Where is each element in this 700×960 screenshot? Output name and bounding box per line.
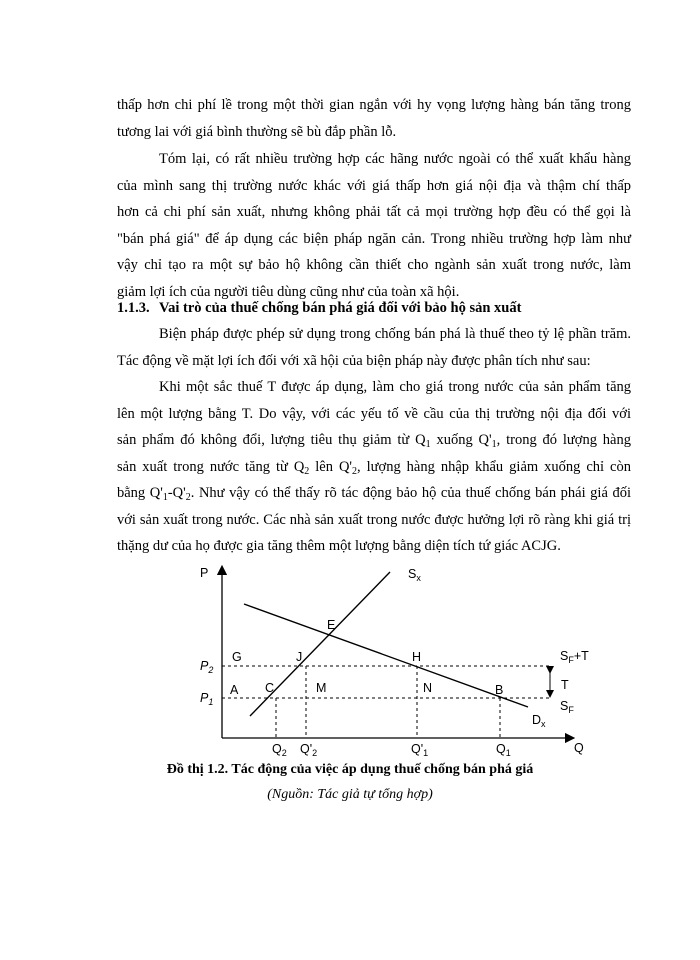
point-j-label: J xyxy=(296,650,303,664)
q1-prime-label: $Q'_1$ xyxy=(411,742,429,758)
section-number: 1.1.3. xyxy=(117,300,150,316)
point-m-label: M xyxy=(316,681,327,695)
text-line: thặng dư của họ được gia tăng thêm một lượng bằng diện tích tứ giác ACJG. xyxy=(117,538,561,554)
y-axis-label: P xyxy=(200,566,209,580)
paragraph-1 xyxy=(117,92,631,145)
q1-label: $Q_1$ xyxy=(496,742,511,758)
section-title: Vai trò của thuế chống bán phá giá đối với bảo hộ sản xuất xyxy=(159,300,522,316)
text-line: tương lai với giá bình thường sẽ bù đắp phần lỗ. xyxy=(117,123,397,140)
figure-caption: Đồ thị 1.2. Tác động của việc áp dụng thuế chống bán phá giá xyxy=(166,762,534,777)
paragraph-4 xyxy=(117,374,631,560)
text-line: hơn cả chi phí sản xuất, nhưng không phải tất cả mọi trường hợp đều có thể gọi là xyxy=(117,204,631,220)
demand-curve-dx xyxy=(244,604,528,707)
q2-prime-label: $Q'_2$ xyxy=(300,742,318,758)
text-line: lên một lượng bằng T. Do vậy, với các yếu tố về cầu của thị trường nội địa đối với xyxy=(117,405,631,422)
p1-label: $P_1$ xyxy=(200,691,214,707)
x-axis-label: Q xyxy=(574,741,584,755)
q2-label: $Q_2$ xyxy=(272,742,287,758)
point-e-label: E xyxy=(327,618,336,632)
text-line: thấp hơn chi phí lề trong một thời gian ngắn với hy vọng lượng hàng bán tăng trong xyxy=(117,97,631,113)
point-h-label: H xyxy=(412,650,422,664)
sx-label: $S_x$ xyxy=(408,567,421,583)
text-line: Khi một sắc thuế T được áp dụng, làm cho giá trong nước của sản phẩm tăng xyxy=(159,379,631,395)
sft-label: $S_F+T$ xyxy=(560,649,589,665)
text-line: sản phẩm đó không đổi, lượng tiêu thụ giảm từ $Q_1$ xuống $Q'_1$, trong đó lượng hàng xyxy=(117,432,631,450)
supply-demand-chart xyxy=(190,558,610,758)
text-line: bằng $Q'_1-Q'_2$. Như vậy có thể thấy rõ tác động bảo hộ của thuế chống bán phái giá đối xyxy=(117,485,631,503)
point-n-label: N xyxy=(423,681,433,695)
text-line: của mình sang thị trường nước khác với giá thấp hơn giá nội địa và thậm chí thấp xyxy=(117,177,631,194)
text-line: Biện pháp được phép sử dụng trong chống bán phá là thuế theo tỷ lệ phần trăm. xyxy=(159,326,631,342)
point-b-label: B xyxy=(495,683,504,697)
section-heading xyxy=(117,295,637,321)
text-line: vậy chỉ tạo ra một sự bảo hộ không cần thiết cho ngành sản xuất trong nước, làm xyxy=(117,257,631,273)
tax-label: T xyxy=(561,678,569,692)
text-line: Tác động về mặt lợi ích đối với xã hội của biện pháp này được phân tích như sau: xyxy=(117,352,591,369)
text-line: "bán phá giá" để áp dụng các biện pháp ngăn cản. Trong nhiều trường hợp làm như xyxy=(117,230,631,247)
text-line: sản xuất trong nước tăng từ $Q_2$ lên $Q'_2$, lượng hàng nhập khẩu giảm xuống chỉ còn xyxy=(117,458,631,477)
text-line: giảm lợi ích của người tiêu dùng cũng như của toàn xã hội. xyxy=(117,283,460,300)
dx-label: $D_x$ xyxy=(532,713,546,729)
point-a-label: A xyxy=(230,683,239,697)
paragraph-2 xyxy=(117,146,631,305)
point-c-label: C xyxy=(265,681,275,695)
paragraph-3 xyxy=(117,321,631,374)
sf-label: $S_F$ xyxy=(560,699,574,715)
figure-source: (Nguồn: Tác giả tự tổng hợp) xyxy=(267,787,433,802)
text-line: Tóm lại, có rất nhiều trường hợp các hãng nước ngoài có thể xuất khẩu hàng xyxy=(159,151,631,167)
p2-label: $P_2$ xyxy=(200,659,214,675)
text-line: với sản xuất trong nước. Các nhà sản xuất trong nước được hưởng lợi rõ ràng khi giá trị xyxy=(117,511,631,528)
point-g-label: G xyxy=(232,650,242,664)
